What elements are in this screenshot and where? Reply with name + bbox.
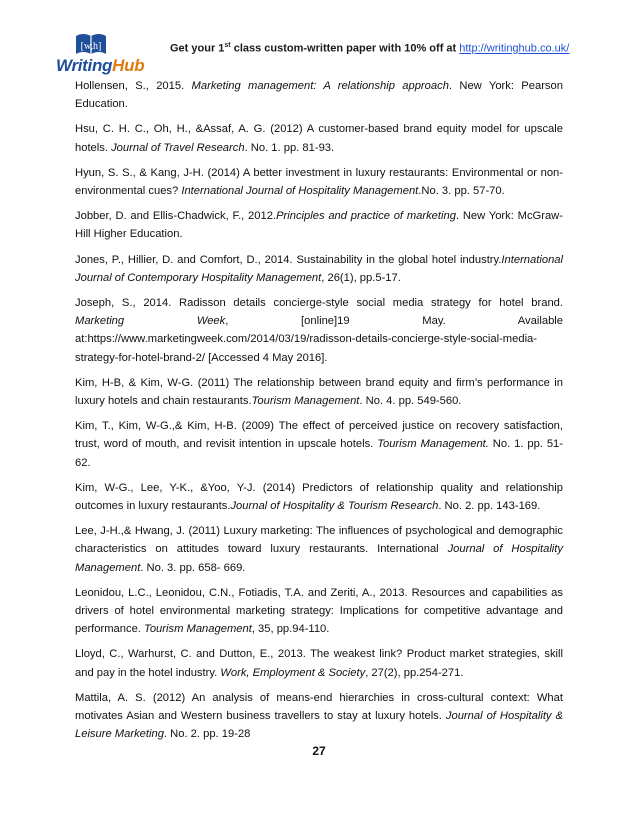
reference-title: Journal of Hospitality Management <box>75 543 563 574</box>
reference-details: .No. 3. pp. 57-70. <box>418 185 505 198</box>
promo-text-middle: class custom-written paper with 10% off at <box>230 42 460 55</box>
reference-entry <box>75 251 563 287</box>
reference-title: Marketing Week <box>75 315 226 328</box>
reference-text: Kim, W-G., Lee, Y-K., &Yoo, Y-J. (2014) Predictors of relationship quality and relationship outcomes in luxury restaurants. <box>75 481 563 513</box>
reference-text: Jones, P., Hillier, D. and Comfort, D., 2014. Sustainability in the global hotel industry. <box>75 253 502 266</box>
logo-writing: Writing <box>56 56 113 75</box>
reference-details: . No. 4. pp. 549-560. <box>359 395 462 408</box>
logo-hub: Hub <box>112 56 145 75</box>
reference-entry <box>75 689 563 744</box>
reference-details: . No. 3. pp. 658- 669. <box>140 561 246 574</box>
reference-list <box>75 77 563 751</box>
logo-mark-text: [w,h] <box>80 41 102 52</box>
promo-superscript: st <box>224 42 231 49</box>
reference-entry <box>75 417 563 472</box>
reference-title: Journal of Hospitality & Leisure Marketing <box>75 710 563 741</box>
reference-entry <box>75 374 563 410</box>
reference-details: , 27(2), pp.254-271. <box>365 666 464 679</box>
reference-title: Journal of Hospitality & Tourism Research <box>230 500 439 513</box>
reference-details: . New York: McGraw-Hill Higher Education. <box>75 210 563 241</box>
reference-entry <box>75 207 563 243</box>
reference-text: Mattila, A. S. (2012) An analysis of means-end hierarchies in cross-cultural context: What motivates Asian and Western business travellers to stay at luxury hotels. <box>75 691 563 723</box>
reference-entry <box>75 120 563 156</box>
reference-title: Marketing management: A relationship approach <box>191 80 449 92</box>
page-number: 27 <box>312 744 326 758</box>
reference-title: Principles and practice of marketing <box>276 210 456 223</box>
reference-entry <box>75 522 563 577</box>
reference-text: Joseph, S., 2014. Radisson details concierge-style social media strategy for hotel brand. <box>75 297 563 310</box>
reference-entry <box>75 645 563 681</box>
reference-text: Leonidou, L.C., Leonidou, C.N., Fotiadis, T.A. and Zeriti, A., 2013. Resources and capabilities as drivers of hotel environmental marketing strategy: Implications for competitive advantage and performance. <box>75 586 563 636</box>
reference-text: Lloyd, C., Warhurst, C. and Dutton, E., 2013. The weakest link? Product market strategies, skill and pay in the hotel industry. <box>75 648 563 679</box>
reference-entry <box>75 164 563 200</box>
reference-title: International Journal of Contemporary Hospitality Management <box>75 253 563 284</box>
reference-entry <box>75 584 563 639</box>
reference-text: Kim, T., Kim, W-G.,& Kim, H-B. (2009) The effect of perceived justice on recovery satisfaction, trust, word of mouth, and revisit intention in upscale hotels. <box>75 420 563 451</box>
reference-text: Hyun, S. S., & Kang, J-H. (2014) A better investment in luxury restaurants: Environmental or non-environmental cues? <box>75 166 563 198</box>
reference-details: , 26(1), pp.5-17. <box>321 271 401 284</box>
book-logo-icon <box>74 30 108 58</box>
reference-title: Work, Employment & Society <box>220 666 366 679</box>
writinghub-link[interactable]: http://writinghub.co.uk/ <box>459 42 570 55</box>
reference-details: , [online]19 May. Available at:https://www.marketingweek.com/2014/03/19/radisson-details-concierge-style-social-media-strategy-for-hotel-brand-2/ [Accessed 4 May 2016]. <box>75 315 563 364</box>
promo-header <box>170 42 569 55</box>
reference-details: . No. 1. pp. 81-93. <box>244 141 335 154</box>
reference-entry <box>75 294 563 367</box>
reference-details: . New York: Pearson Education. <box>75 80 563 111</box>
reference-title: Tourism Management <box>251 395 360 408</box>
reference-text: Kim, H-B, & Kim, W-G. (2011) The relationship between brand equity and firm’s performance in luxury hotels and chain restaurants. <box>75 376 563 408</box>
reference-details: No. 1. pp. 51-62. <box>75 438 564 469</box>
reference-text: Hsu, C. H. C., Oh, H., &Assaf, A. G. (2012) A customer-based brand equity model for upscale hotels. <box>75 123 563 154</box>
logo-wordmark <box>56 56 144 76</box>
reference-title: Journal of Travel Research <box>111 141 245 154</box>
writinghub-logo[interactable] <box>52 30 144 78</box>
reference-text: Lee, J-H.,& Hwang, J. (2011) Luxury marketing: The influences of psychological and demographic characteristics on attitudes toward luxury restaurants. International <box>75 525 563 556</box>
reference-details: . No. 2. pp. 143-169. <box>438 500 541 513</box>
reference-details: . No. 2. pp. 19-28 <box>163 728 251 741</box>
reference-details: , 35, pp.94-110. <box>251 623 330 636</box>
reference-title: International Journal of Hospitality Management <box>181 185 419 198</box>
reference-title: Tourism Management <box>144 623 252 636</box>
promo-text-start: Get your 1 <box>170 42 225 55</box>
reference-text: Hollensen, S., 2015. <box>75 80 192 92</box>
reference-text: Jobber, D. and Ellis-Chadwick, F., 2012. <box>75 210 277 223</box>
reference-entry <box>75 479 563 515</box>
reference-title: Tourism Management. <box>377 438 489 451</box>
reference-entry <box>75 77 563 113</box>
